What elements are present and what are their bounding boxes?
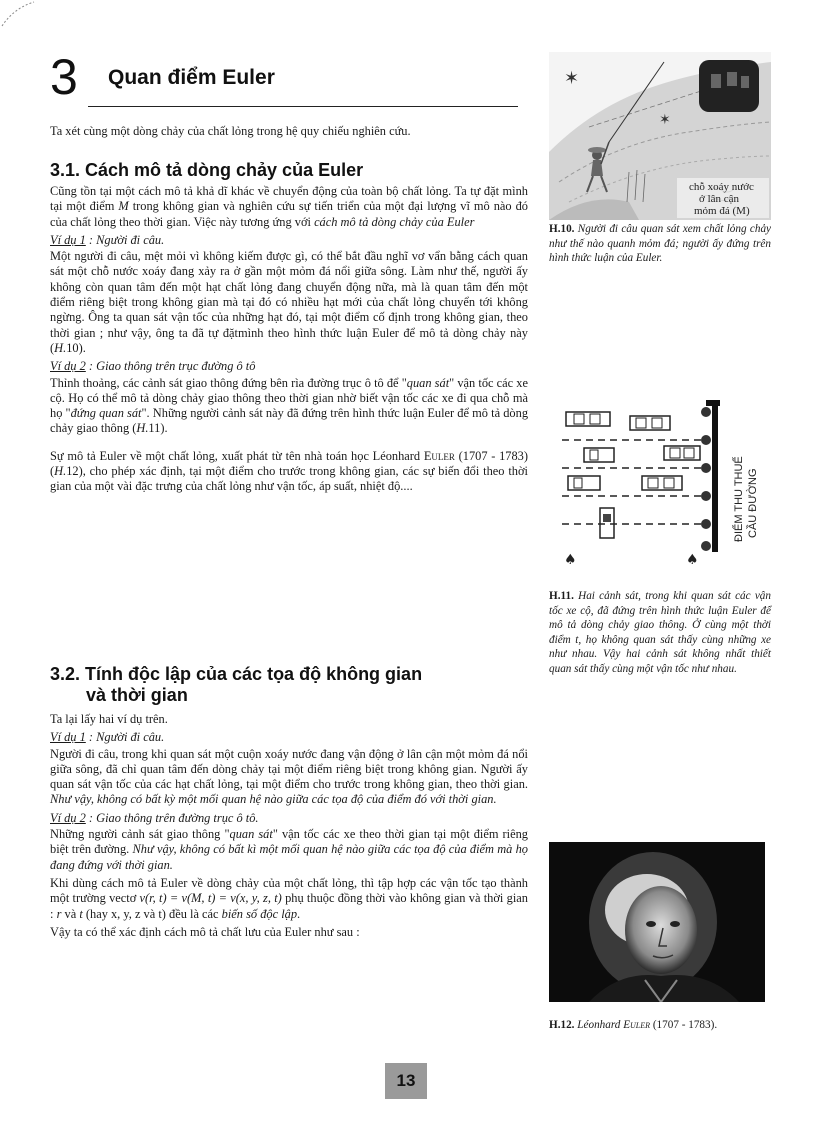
svg-text:✶: ✶: [659, 112, 671, 128]
section-3-1-body: [50, 184, 528, 498]
page-number: 13: [385, 1063, 427, 1099]
car: [584, 448, 614, 462]
chapter-title: Quan điểm Euler: [108, 66, 275, 89]
paragraph: Khi dùng cách mô tả Euler về dòng chảy của một chất lỏng, thì tập hợp các vận tốc tạo thành một trường vectơ v(r, t) = v(M, t) = v(x, y, z, t) phụ thuộc đồng thời vào không gian và thời gian : r và t (hay x, y, z và t) đều là các biến số độc lập.: [50, 875, 528, 921]
paragraph: Thỉnh thoảng, các cảnh sát giao thông đứng bên rìa đường trục ô tô để "quan sát" vận tốc các xe cộ. Họ có thể mô tả dòng chảy giao thông theo thời gian nhờ biết vận tốc các xe đi qua chỗ mà họ "đứng quan sát". Những người cảnh sát này đã đứng trên hình thức luận Euler để mô tả dòng chảy giao thông (H.11).: [50, 375, 529, 436]
car: [642, 476, 682, 490]
chapter-number: 3: [50, 49, 78, 105]
paragraph: Một người đi câu, mệt mỏi vì không kiếm được gì, có thể bắt đầu nghĩ vơ vẩn bằng cách quan sát một chỗ nước xoáy đang xảy ra ở gần một mỏm đá nổi giữa sông. Làm như thế, người ấy không còn quan tâm đến một hạt chất lỏng đang chuyển động nữa, mà là quan tâm đến một điểm riêng biệt trong không gian mà tại đó có nhiều hạt mới của chất lỏng chuyển tới không ngừng. Ông ta quan sát vận tốc của những hạt đó, tại một điểm cố định trong không gian, theo thời gian ; như vậy, ông ta đã tự đặtmình theo hình thức luận Euler để mô tả dòng chảy này (H.10).: [50, 249, 528, 355]
velocity-field-formula: v(r, t) = v(M, t) = v(x, y, z, t): [139, 891, 282, 906]
car: [566, 412, 610, 426]
corner-stamp: [0, 0, 40, 30]
car: [600, 508, 614, 538]
fig10-label-2: ở lân cận: [699, 193, 740, 205]
fig12-caption: H.12. Léonhard Euler (1707 - 1783).: [549, 1019, 718, 1031]
section-3-1-heading: 3.1. Cách mô tả dòng chảy của Euler: [50, 160, 364, 180]
car: [568, 476, 600, 490]
paragraph: Ta lại lấy hai ví dụ trên.: [50, 712, 168, 726]
section-3-2-heading: 3.2. Tính độc lập của các tọa độ không gian và thời gian: [50, 664, 423, 705]
police-officer-icon: ♠: [564, 552, 577, 568]
fig11-caption: H.11. Hai cảnh sát, trong khi quan sát các vận tốc xe cộ, đã đứng trên hình thức luận Euler để mô tả dòng chảy giao thông. Ở cùng một thời điểm t, họ không quan sát thấy cùng những xe như nhau. Vậy hai cảnh sát không nhất thiết quan sát thấy cùng một vận tốc như nhau.: [549, 590, 771, 675]
paragraph: Sự mô tả Euler về một chất lỏng, xuất phát từ tên nhà toán học Léonhard Euler (1707 - 1783) (H.12), cho phép xác định, tại một điểm cho trước trong không gian, các sự biến đổi theo thời gian của một vài đặc trưng của chất lỏng như vận tốc, áp suất, nhiệt độ....: [50, 448, 529, 494]
paragraph: Người đi câu, trong khi quan sát một cuộn xoáy nước đang vận động ở lân cận một mỏm đá nổi giữa sông, đã chỉ quan tâm đến dòng chảy tại một điểm riêng biệt trong không gian. Người ấy quan sát vận tốc của các hạt chất lỏng, tại một điểm cho trước trong không gian, theo thời gian. Như vậy, không có bất kỳ một mối quan hệ nào giữa các tọa độ của điểm đó với thời gian.: [50, 746, 528, 807]
svg-text:✶: ✶: [564, 68, 580, 89]
paragraph: Cũng tồn tại một cách mô tả khả dĩ khác về chuyển động của toàn bộ chất lỏng. Ta tự đặt mình tại một điểm M trong không gian và nghiên cứu sự tiến triển của một đại lượng vĩ mô nào đó của chất lỏng theo thời gian. Việc này tương ứng với cách mô tả dòng chảy của Euler: [50, 184, 528, 229]
traffic-diagram: [560, 398, 770, 578]
fig10-caption: H.10. Người đi câu quan sát xem chất lỏng chảy như thế nào quanh mỏm đá; người ấy đứng trên hình thức luận của Euler.: [549, 223, 772, 265]
paragraph: Những người cảnh sát giao thông "quan sát" vận tốc các xe theo thời gian tại một điểm riêng biệt trên đường. Như vậy, không có bất kì một mối quan hệ nào giữa các tọa độ của điểm mà họ đang đứng với thời gian.: [50, 827, 529, 872]
fisherman-illustration: [549, 52, 771, 220]
section-3-2-body: [50, 712, 528, 943]
paragraph: Vậy ta có thể xác định cách mô tả chất lưu của Euler như sau :: [50, 924, 360, 939]
euler-portrait: [549, 842, 765, 1002]
fig10-label-1: chỗ xoáy nước: [689, 181, 754, 193]
example-label: Ví dụ 1 : Người đi câu.: [50, 232, 165, 247]
car: [630, 416, 670, 430]
toll-point-label-2: CẦU ĐƯỜNG: [747, 468, 759, 538]
fig10-label-3: mỏm đá (M): [694, 205, 750, 217]
car: [664, 446, 700, 460]
example-label: Ví dụ 2 : Giao thông trên đường trục ô tô.: [50, 810, 259, 825]
example-label: Ví dụ 2 : Giao thông trên trục đường ô tô: [50, 359, 256, 374]
toll-gate-bar: [712, 400, 718, 552]
chapter-rule: [88, 106, 518, 107]
toll-booth-marker: [701, 407, 711, 551]
intro-text: Ta xét cùng một dòng chảy của chất lỏng trong hệ quy chiếu nghiên cứu.: [50, 124, 411, 138]
police-officer-icon: ♠: [686, 552, 699, 568]
toll-point-label-1: ĐIỂM THU THUẾ: [733, 456, 745, 542]
example-label: Ví dụ 1 : Người đi câu.: [50, 730, 165, 745]
